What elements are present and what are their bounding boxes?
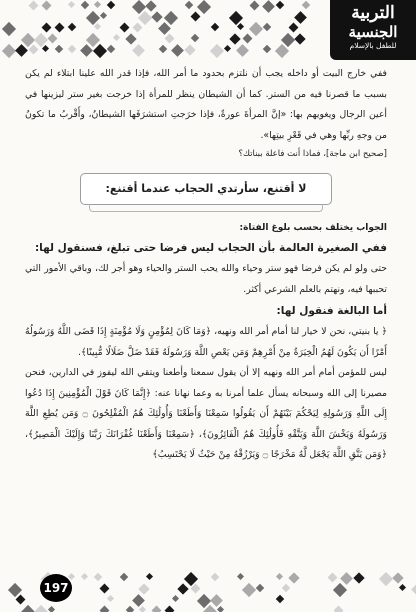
pattern-diamond <box>146 573 153 580</box>
pattern-diamond <box>288 572 299 583</box>
pattern-diamond <box>211 23 219 31</box>
pattern-diamond <box>263 45 271 53</box>
pattern-diamond <box>191 12 201 22</box>
pattern-diamond <box>197 0 211 14</box>
pattern-diamond <box>237 23 244 30</box>
pattern-diamond <box>16 595 26 605</box>
pattern-diamond <box>132 594 145 607</box>
pattern-diamond <box>94 1 101 8</box>
pattern-diamond <box>93 44 107 58</box>
pattern-diamond <box>138 583 149 594</box>
pattern-diamond <box>15 44 28 57</box>
pattern-diamond <box>42 23 52 33</box>
question-box: لا أقتنع، سأرتدي الحجاب عندما أقتنع: <box>80 173 332 205</box>
pattern-diamond <box>152 606 162 612</box>
pattern-diamond <box>340 572 353 585</box>
pattern-diamond <box>276 1 284 9</box>
pattern-diamond <box>113 34 120 41</box>
pattern-diamond <box>29 1 39 11</box>
pattern-diamond <box>229 33 240 44</box>
pattern-diamond <box>262 0 275 13</box>
pattern-diamond <box>328 573 338 583</box>
pattern-diamond <box>263 23 271 31</box>
pattern-diamond <box>100 606 110 612</box>
pattern-diamond <box>2 22 16 36</box>
paragraph-young-girl: حتى ولو لم يكن فرضا فهو ستر وحياء والله يحب الستر والحياء وهو أجر لك، وباقي الأمور التي تحببها فيه، ونهتم بالعلم الشرعي أكثر. <box>25 263 387 295</box>
logo-title-line2: الجنسية <box>348 23 398 41</box>
pattern-diamond <box>125 33 136 44</box>
pattern-diamond <box>165 606 175 612</box>
pattern-diamond <box>81 1 89 9</box>
pattern-diamond <box>191 584 201 594</box>
pattern-diamond <box>294 33 305 44</box>
paragraph-adult-girl: ﴿ يا بنيتي، نحن لا خيار لنا أمام أمر الله ونهيه، ﴿وَمَا كَانَ لِمُؤْمِنٍ وَلَا مُؤْمِنَةٍ إِذَا قَضَى اللَّهُ وَرَسُولُهُ أَمْرًا أَن يَكُونَ لَهُمُ الْخِيَرَةُ مِنْ أَمْرِهِمْ وَمَن يَعْصِ اللَّهَ وَرَسُولَهُ فَقَدْ ضَلَّ ضَلَالًا مُّبِينًا﴾. <box>25 326 387 358</box>
pattern-diamond <box>80 44 93 57</box>
pattern-diamond <box>55 45 63 53</box>
pattern-diamond <box>34 605 48 612</box>
pattern-diamond <box>224 45 231 52</box>
pattern-diamond <box>138 11 152 25</box>
heading-young-girl: ففي الصغيرة العالمة بأن الحجاب ليس فرضا حتى تبلغ، فسنقول لها: <box>34 242 387 254</box>
pattern-diamond <box>151 11 162 22</box>
pattern-diamond <box>294 11 307 24</box>
pattern-diamond <box>334 606 344 612</box>
pattern-diamond <box>250 1 260 11</box>
pattern-diamond <box>107 595 114 602</box>
pattern-diamond <box>107 1 115 9</box>
pattern-diamond <box>211 573 219 581</box>
pattern-diamond <box>392 572 403 583</box>
heading-adult-girl: أما البالغة فنقول لها: <box>276 305 387 317</box>
page-number: 197 <box>40 574 72 602</box>
pattern-diamond <box>217 606 224 612</box>
pattern-diamond <box>29 45 39 55</box>
pattern-diamond <box>333 583 347 597</box>
pattern-diamond <box>191 34 199 42</box>
pattern-diamond <box>94 573 102 581</box>
pattern-diamond <box>210 594 223 607</box>
pattern-diamond <box>379 572 393 586</box>
pattern-diamond <box>185 1 193 9</box>
pattern-diamond <box>302 1 310 9</box>
pattern-diamond <box>353 572 364 583</box>
top-decorative-pattern <box>0 0 320 62</box>
pattern-diamond <box>132 44 145 57</box>
pattern-diamond <box>42 45 49 52</box>
pattern-diamond <box>242 583 256 597</box>
pattern-diamond <box>276 573 283 580</box>
pattern-diamond <box>289 23 299 33</box>
pattern-diamond <box>2 44 16 58</box>
pattern-diamond <box>243 34 253 44</box>
page-content <box>25 64 387 466</box>
pattern-diamond <box>120 23 130 33</box>
pattern-diamond <box>171 44 184 57</box>
pattern-diamond <box>68 23 76 31</box>
paragraph-final: ليس للمؤمن أمام أمر الله ونهيه إلا أن يقول سمعنا وأطعنا ويتقي الله ليفوز في الدارين، فنحن مصيرنا إلى الله وسبحانه يسأل علما أمرنا به وعما نهانا عنه: ﴿إِنَّمَا كَانَ قَوْلَ الْمُؤْمِنِينَ إِذَا دُعُوا إِلَى اللَّهِ وَرَسُولِهِ لِيَحْكُمَ بَيْنَهُمْ أَن يَقُولُوا سَمِعْنَا وَأَطَعْنَا وَأُولَٰئِكَ هُمُ الْمُفْلِحُونَ ۝ وَمَن يُطِعِ اللَّهَ وَرَسُولَهُ وَيَخْشَ اللَّهَ وَيَتَّقْهِ فَأُولَٰئِكَ هُمُ الْفَائِزُونَ﴾، ﴿سَمِعْنَا وَأَطَعْنَا غُفْرَانَكَ رَبَّنَا وَإِلَيْكَ الْمَصِيرُ﴾، ﴿وَمَن يَتَّقِ اللَّهَ يَجْعَل لَّهُ مَخْرَجًا ۝ وَيَرْزُقْهُ مِنْ حَيْثُ لَا يَحْتَسِبُ﴾ <box>25 367 387 460</box>
pattern-diamond <box>107 45 115 53</box>
pattern-diamond <box>276 595 284 603</box>
pattern-diamond <box>48 34 58 44</box>
logo-title-line1: التربية <box>351 3 395 23</box>
pattern-diamond <box>210 44 224 58</box>
pattern-diamond <box>282 584 290 592</box>
pattern-diamond <box>81 573 88 580</box>
pattern-diamond <box>399 584 406 591</box>
pattern-diamond <box>68 45 76 53</box>
pattern-diamond <box>236 44 249 57</box>
pattern-diamond <box>55 23 65 33</box>
pattern-diamond <box>172 595 179 602</box>
pattern-diamond <box>411 583 416 596</box>
pattern-diamond <box>100 12 107 19</box>
pattern-diamond <box>237 573 244 580</box>
pattern-diamond <box>42 1 52 11</box>
pattern-diamond <box>120 573 128 581</box>
answer-heading: الجواب يختلف بحسب بلوغ الفتاة: <box>239 223 387 233</box>
pattern-diamond <box>126 606 134 612</box>
pattern-diamond <box>165 34 175 44</box>
pattern-diamond <box>159 45 167 53</box>
logo-subtitle: للطفل بالإسلام <box>349 41 397 50</box>
pattern-diamond <box>68 1 75 8</box>
book-logo <box>330 0 416 60</box>
pattern-diamond <box>48 606 55 612</box>
pattern-diamond <box>94 23 101 30</box>
pattern-diamond <box>133 23 143 33</box>
pattern-diamond <box>145 0 156 11</box>
pattern-diamond <box>256 584 264 592</box>
pattern-diamond <box>177 583 188 594</box>
pattern-diamond <box>184 44 195 55</box>
reference-and-question: [صحيح ابن ماجة]، فماذا أنت فاعلة ببناتك؟ <box>238 149 387 159</box>
pattern-diamond <box>100 584 110 594</box>
paragraph-1: ففي خارج البيت أو داخله يجب أن نلتزم بحدود ما أمر الله، فإذا قدر الله علينا ابتلاء لم يكن بسبب ما قصرنا فيه من الستر. كما أن الشيطان ينظر للمرأة إذا خرجت بغير ستر ليزينها في أعين الرجال ويغويهم بها: «إنَّ المرأةَ عورةٌ، فإذا خرَجتِ استشرَفَها الشيطانُ، وأَقْربُ ما تكونُ من وجهِ ربِّها وهي في قَعْرِ بيتِها». <box>25 68 387 141</box>
pattern-diamond <box>249 22 263 36</box>
pattern-diamond <box>21 605 35 612</box>
pattern-diamond <box>139 606 146 612</box>
